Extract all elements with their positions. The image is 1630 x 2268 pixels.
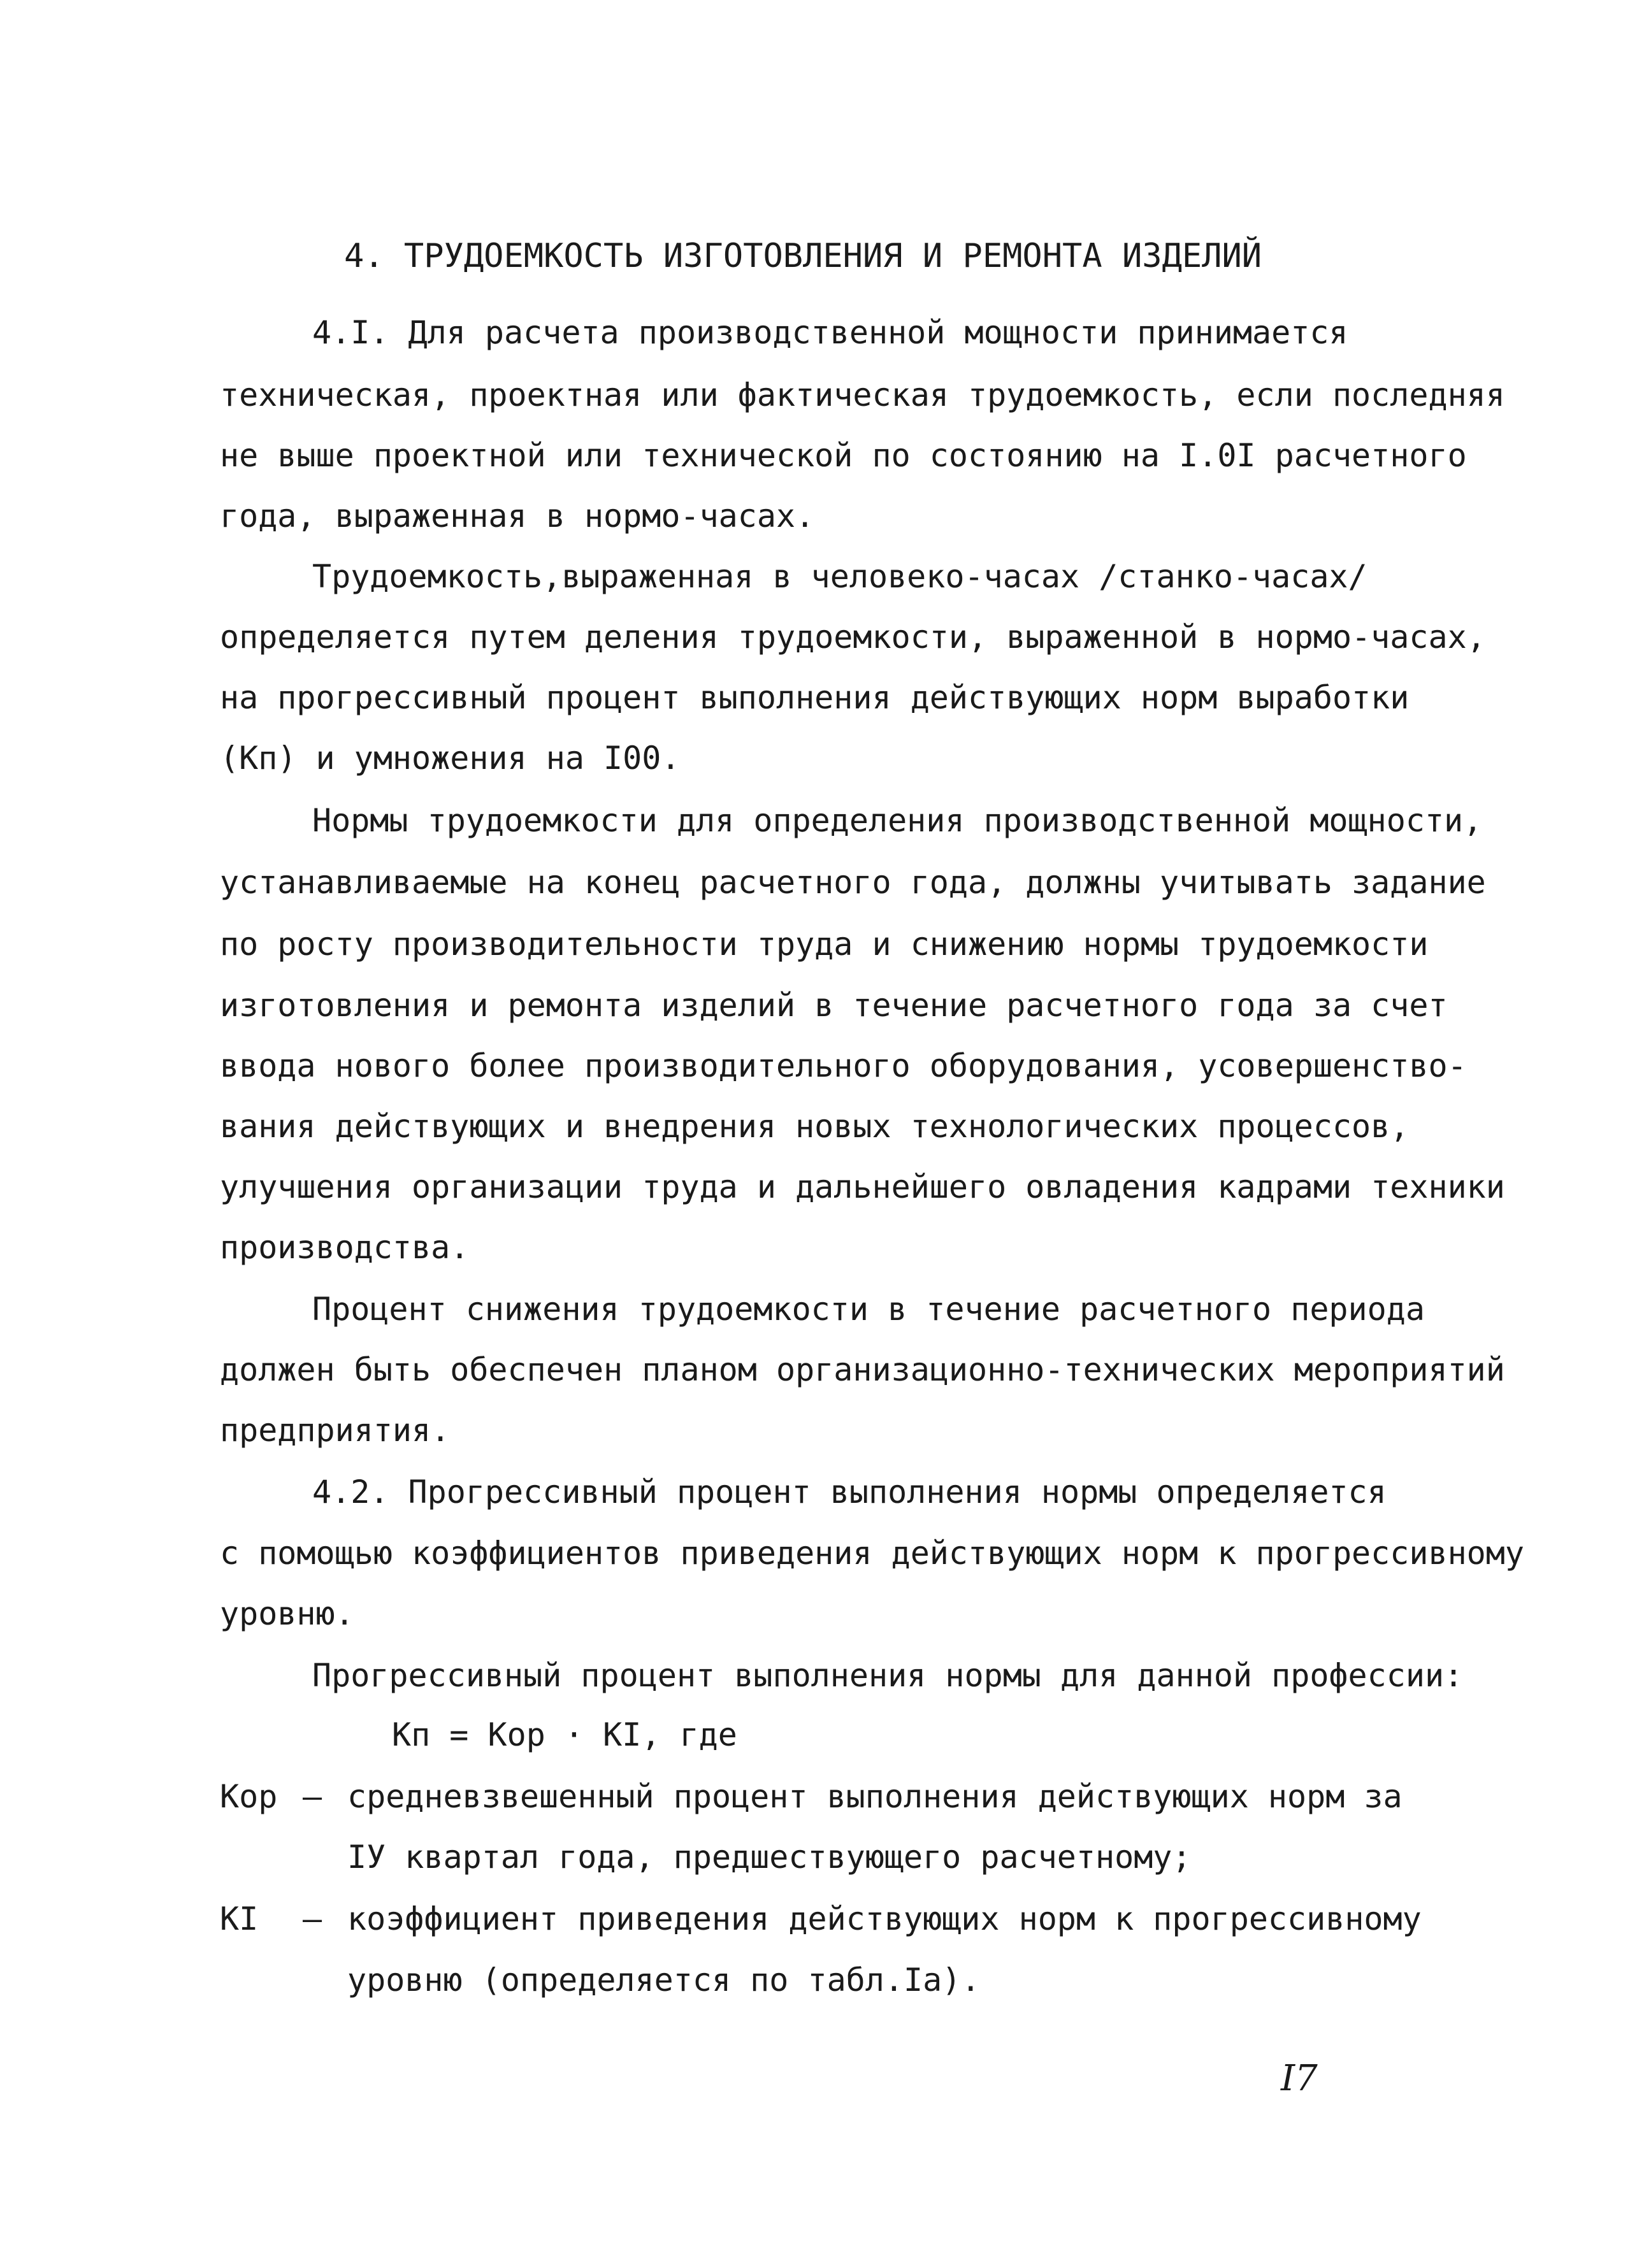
paragraph-3-line-5: ввода нового более производительного оборудования, усовершенство- [220, 1047, 1467, 1084]
paragraph-1-line-4: года, выраженная в нормо-часах. [220, 498, 815, 535]
paragraph-3-line-4: изготовления и ремонта изделий в течение расчетного года за счет [220, 987, 1448, 1024]
paragraph-1-line-1: 4.I. Для расчета производственной мощности принимается [312, 314, 1348, 351]
paragraph-3-line-3: по росту производительности труда и снижению нормы трудоемкости [220, 926, 1429, 963]
paragraph-5-line-3: уровню. [220, 1595, 354, 1632]
paragraph-2-line-4: (Кп) и умножения на I00. [220, 740, 681, 777]
section-heading: 4. ТРУДОЕМКОСТЬ ИЗГОТОВЛЕНИЯ И РЕМОНТА ИЗДЕЛИЙ [344, 237, 1262, 275]
paragraph-3-line-7: улучшения организации труда и дальнейшего овладения кадрами техники [220, 1168, 1505, 1205]
paragraph-3-line-1: Нормы трудоемкости для определения производственной мощности, [312, 802, 1483, 839]
definition-1-symbol: Кор [220, 1778, 278, 1815]
paragraph-6-line-1: Прогрессивный процент выполнения нормы для данной профессии: [312, 1657, 1464, 1694]
paragraph-3-line-6: вания действующих и внедрения новых технологических процессов, [220, 1108, 1410, 1145]
paragraph-1-line-2: техническая, проектная или фактическая трудоемкость, если последняя [220, 377, 1505, 413]
paragraph-4-line-1: Процент снижения трудоемкости в течение расчетного периода [312, 1291, 1425, 1328]
definition-1-line-2: IУ квартал года, предшествующего расчетному; [347, 1839, 1192, 1876]
paragraph-1-line-3: не выше проектной или технической по состоянию на I.0I расчетного [220, 437, 1467, 474]
definition-2-dash: – [303, 1900, 322, 1937]
paragraph-3-line-2: устанавливаемые на конец расчетного года, должны учитывать задание [220, 864, 1486, 901]
definition-2-symbol: КI [220, 1900, 259, 1937]
paragraph-2-line-1: Трудоемкость,выраженная в человеко-часах /станко-часах/ [312, 558, 1367, 595]
formula: Кп = Кор · КI, где [392, 1716, 737, 1753]
definition-2-line-1: коэффициент приведения действующих норм к прогрессивному [347, 1900, 1422, 1937]
paragraph-5-line-2: с помощью коэффициентов приведения действующих норм к прогрессивному [220, 1535, 1524, 1572]
paragraph-4-line-2: должен быть обеспечен планом организационно-технических мероприятий [220, 1351, 1505, 1388]
definition-1-dash: – [303, 1778, 322, 1815]
definition-2-line-2: уровню (определяется по табл.Iа). [347, 1962, 981, 1999]
paragraph-4-line-3: предприятия. [220, 1412, 451, 1449]
definition-1-line-1: средневзвешенный процент выполнения действующих норм за [347, 1778, 1403, 1815]
paragraph-2-line-2: определяется путем деления трудоемкости, выраженной в нормо-часах, [220, 619, 1486, 656]
paragraph-2-line-3: на прогрессивный процент выполнения действующих норм выработки [220, 679, 1410, 716]
paragraph-3-line-8: производства. [220, 1229, 470, 1266]
paragraph-5-line-1: 4.2. Прогрессивный процент выполнения нормы определяется [312, 1474, 1387, 1511]
page-number: I7 [1281, 2058, 1318, 2099]
